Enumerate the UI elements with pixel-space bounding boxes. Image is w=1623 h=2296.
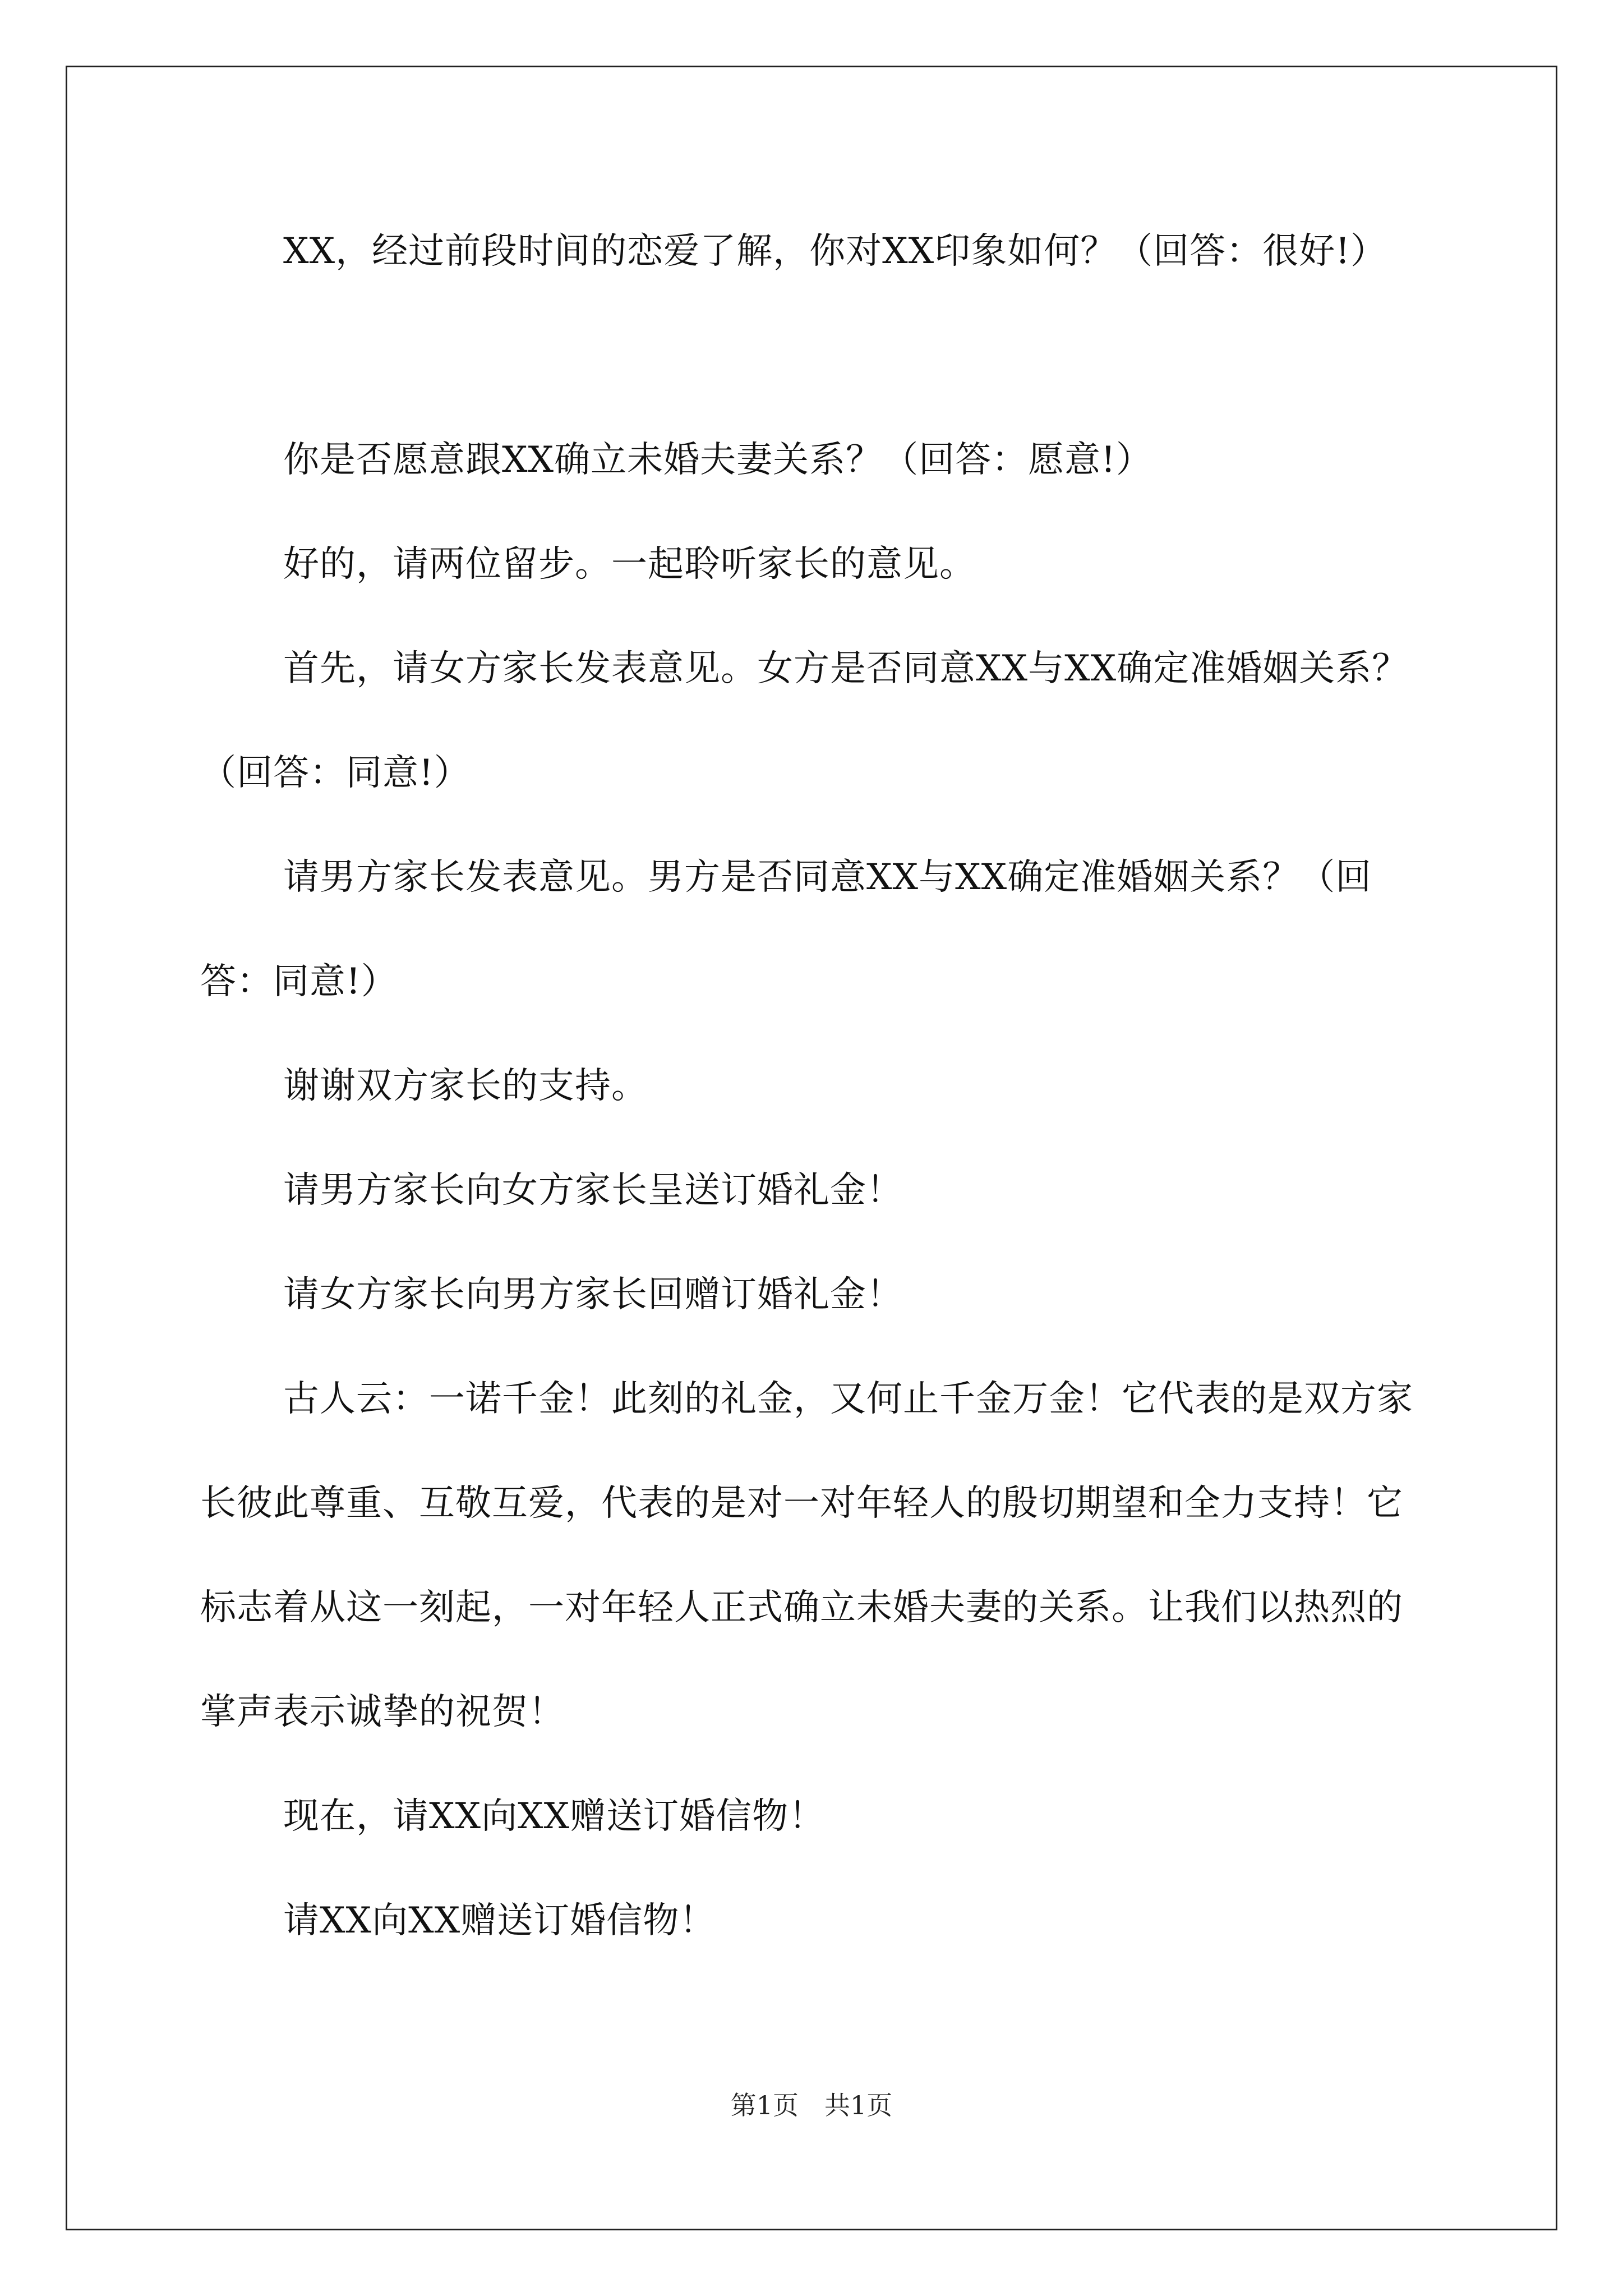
paragraph: 请XX向XX赠送订婚信物！ [283, 1900, 716, 1941]
paragraph: 请女方家长向男方家长回赠订婚礼金！ [283, 1274, 903, 1315]
paragraph: 你是否愿意跟XX确立未婚夫妻关系？（回答：愿意!） [283, 439, 1152, 481]
paragraph: 谢谢双方家长的支持。 [283, 1065, 648, 1107]
paragraph: 请男方家长向女方家长呈送订婚礼金！ [283, 1170, 903, 1211]
page-footer: 第1页 共1页 [730, 2090, 893, 2120]
paragraph: 古人云：一诺千金！此刻的礼金，又何止千金万金！它代表的是双方家长彼此尊重、互敬互爱，代表的是对一对年轻人的殷切期望和全力支持！它标志着从这一刻起，一对年轻人正式确立未婚夫妻的关系。让我们以热烈的掌声表示诚挚的祝贺！ [200, 1378, 1413, 1733]
paragraph: 现在，请XX向XX赠送订婚信物！ [283, 1796, 826, 1837]
paragraph: 请男方家长发表意见。男方是否同意XX与XX确定准婚姻关系？（回答：同意!） [200, 857, 1372, 1002]
paragraph: 首先，请女方家长发表意见。女方是否同意XX与XX确定准婚姻关系？（回答：同意!） [200, 648, 1409, 794]
paragraph: XX，经过前段时间的恋爱了解，你对XX印象如何？（回答：很好!） [283, 231, 1387, 272]
paragraph: 好的，请两位留步。一起聆听家长的意见。 [283, 544, 976, 585]
